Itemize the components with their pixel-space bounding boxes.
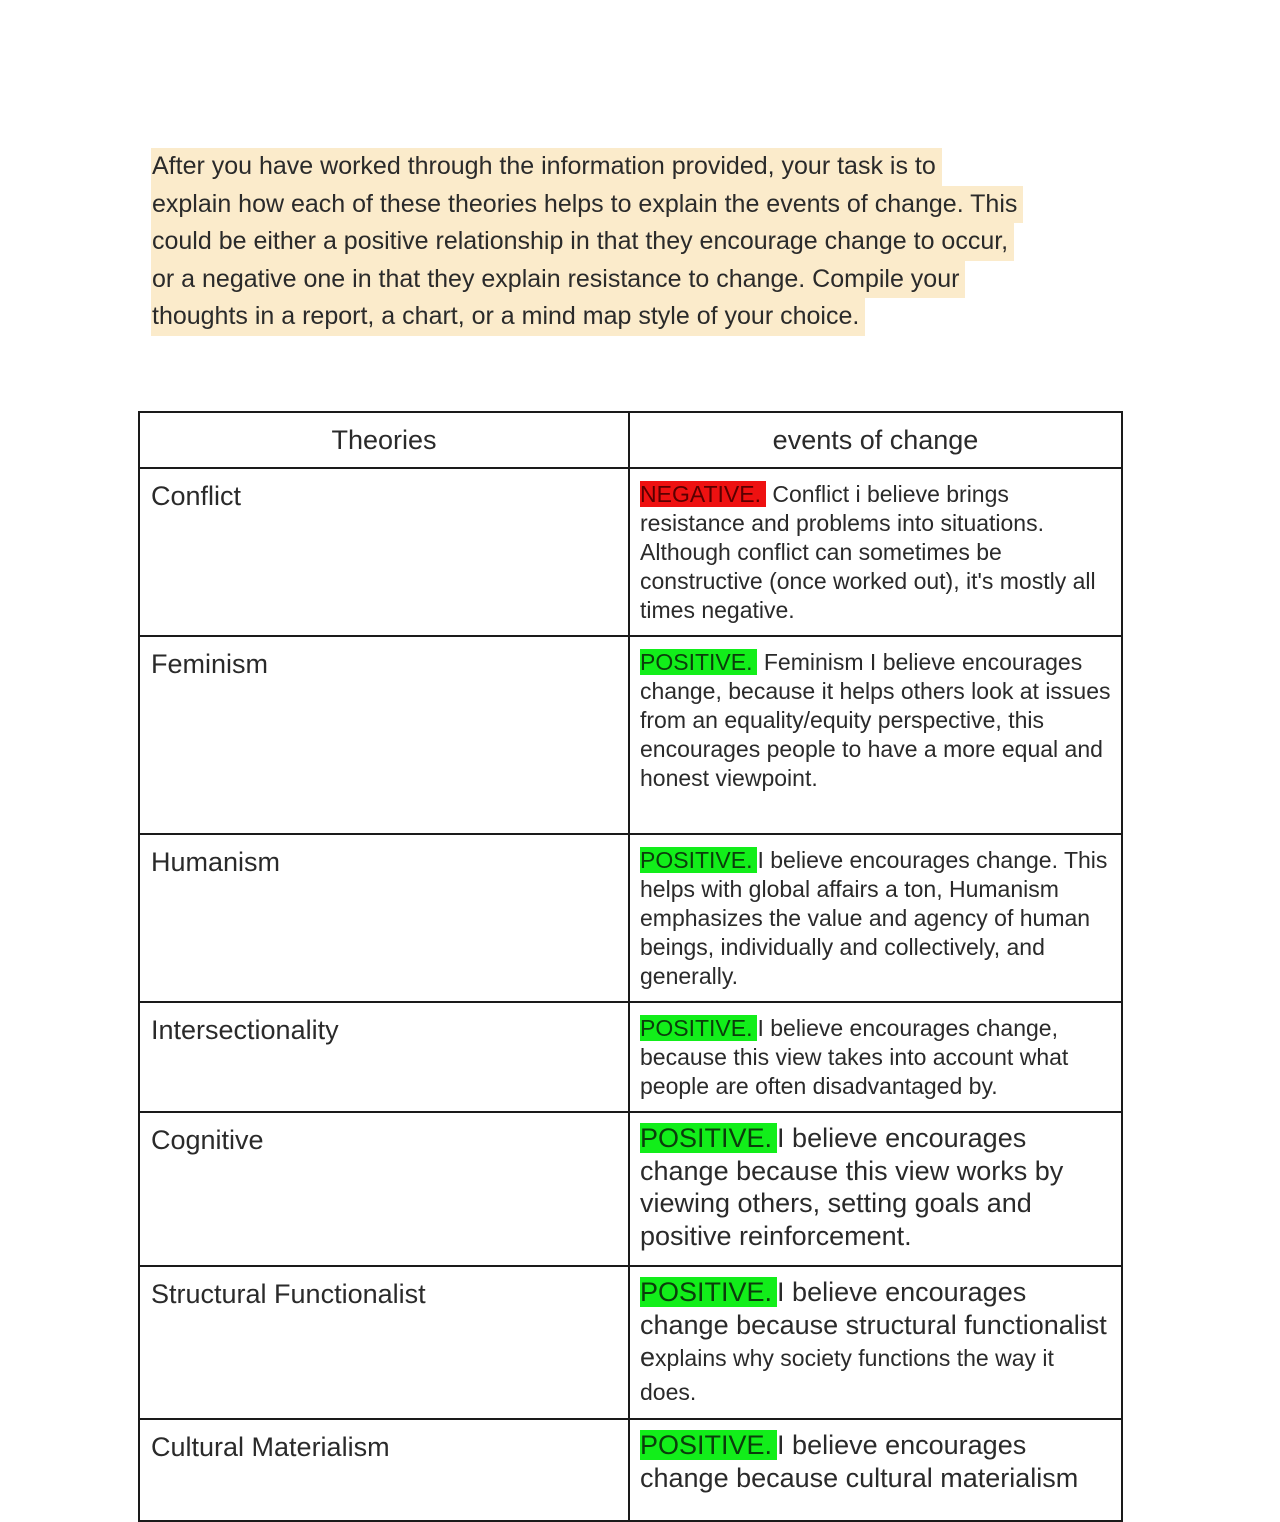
event-text: Feminism I believe encourages change, because it helps others look at issues from an equality/equity perspective, this encourages people to have a more equal and honest viewpoint.	[640, 649, 1111, 791]
instruction-line: After you have worked through the information provided, your task is to	[151, 148, 942, 186]
instruction-line: or a negative one in that they explain resistance to change. Compile your	[151, 261, 965, 299]
theory-name: Humanism	[151, 847, 281, 877]
event-text: Conflict i believe brings resistance and problems into situations. Although conflict can sometimes be constructive (once worked out), it's mostly all times negative.	[640, 481, 1096, 623]
theories-table-wrapper	[138, 411, 1121, 1493]
theory-cell	[139, 636, 629, 834]
theory-cell	[139, 1419, 629, 1521]
event-cell	[629, 1266, 1122, 1419]
negative-tag: NEGATIVE.	[640, 481, 766, 507]
theory-cell	[139, 1266, 629, 1419]
positive-tag: POSITIVE.	[640, 1123, 777, 1153]
event-cell	[629, 1419, 1122, 1521]
event-description	[630, 469, 1121, 635]
table-row	[139, 468, 1122, 636]
instruction-line: explain how each of these theories helps to explain the events of change. This	[151, 186, 1023, 224]
event-text: I believe encourages change because structural functionalist e	[640, 1277, 1107, 1372]
table-row	[139, 1419, 1122, 1521]
table-header-row	[139, 412, 1122, 468]
theory-cell	[139, 834, 629, 1002]
event-text: I believe encourages change because cultural materialism	[640, 1430, 1079, 1493]
event-text: I believe encourages change because this view works by viewing others, setting goals and positive reinforcement.	[640, 1123, 1064, 1251]
event-cell	[629, 1002, 1122, 1112]
instruction-line: could be either a positive relationship in that they encourage change to occur,	[151, 223, 1014, 261]
theories-table	[138, 411, 1123, 1522]
event-description	[630, 1267, 1121, 1418]
instruction-line: thoughts in a report, a chart, or a mind map style of your choice.	[151, 298, 865, 336]
instructions-paragraph	[151, 148, 1141, 336]
header-events-of-change: events of change	[629, 412, 1122, 468]
event-cell	[629, 1112, 1122, 1266]
table-row	[139, 1112, 1122, 1266]
theory-name: Cognitive	[151, 1125, 264, 1155]
positive-tag: POSITIVE.	[640, 649, 757, 675]
event-description	[630, 1003, 1121, 1111]
event-text: I believe encourages change. This helps with global affairs a ton, Humanism emphasizes the value and agency of human beings, individually and collectively, and generally.	[640, 847, 1108, 989]
event-cell	[629, 468, 1122, 636]
theory-name: Structural Functionalist	[151, 1279, 426, 1309]
table-row	[139, 636, 1122, 834]
event-cell	[629, 636, 1122, 834]
table-row	[139, 1266, 1122, 1419]
event-description	[630, 637, 1121, 803]
header-theories: Theories	[139, 412, 629, 468]
event-description	[630, 835, 1121, 1001]
theory-name: Conflict	[151, 481, 242, 511]
table-row	[139, 1002, 1122, 1112]
theory-cell	[139, 1002, 629, 1112]
theory-cell	[139, 468, 629, 636]
positive-tag: POSITIVE.	[640, 847, 757, 873]
positive-tag: POSITIVE.	[640, 1430, 777, 1460]
theory-cell	[139, 1112, 629, 1266]
event-text: I believe encourages change, because this view takes into account what people are often disadvantaged by.	[640, 1015, 1069, 1099]
table-row	[139, 834, 1122, 1002]
event-text-small: xplains why society functions the way it does.	[640, 1345, 1054, 1405]
theory-name: Intersectionality	[151, 1015, 339, 1045]
positive-tag: POSITIVE.	[640, 1277, 777, 1307]
event-description	[630, 1420, 1121, 1504]
event-description	[630, 1113, 1121, 1262]
event-cell	[629, 834, 1122, 1002]
positive-tag: POSITIVE.	[640, 1015, 757, 1041]
theory-name: Feminism	[151, 649, 269, 679]
theory-name: Cultural Materialism	[151, 1432, 390, 1462]
